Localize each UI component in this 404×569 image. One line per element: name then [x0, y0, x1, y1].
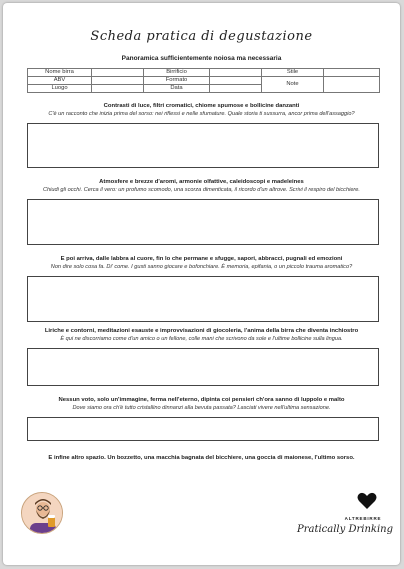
abv-field[interactable] [92, 77, 144, 85]
section-prompt: È qui ne discorriamo come d'un amico o un fellone, colle mani che scrivono da sole e l'ultime bollicine sulla lingua. [60, 335, 343, 342]
section-heading: E poi arriva, dalle labbra al cuore, fin lo che permane e sfugge, sapori, abbracci, pugnali ed emozioni [60, 256, 343, 262]
formato-label: Formato [144, 77, 210, 85]
section-heading: Contrasti di luce, filtri cromatici, chiome spumose e bollicine danzanti [103, 103, 300, 109]
data-label: Data [144, 85, 210, 93]
nome-birra-label: Nome birra [28, 69, 92, 77]
brand-logo-text: ALTREBIRRE [344, 516, 382, 521]
section-prompt: Non dire solo cosa fa. Di' come. I gusti sanno giocare e bofonchiare. È memoria, epifania, o un piccolo trauma aromatico? [50, 263, 353, 270]
nome-birra-field[interactable] [92, 69, 144, 77]
closing-text: E infine altro spazio. Un bozzetto, una macchia bagnata del bicchiere, una goccia di maionese, l'ultimo sorso. [48, 455, 355, 461]
notes-box[interactable] [27, 123, 379, 168]
bearded-man-with-beer-icon [21, 492, 63, 534]
abv-label: ABV [28, 77, 92, 85]
section-aroma [3, 179, 400, 193]
luogo-field[interactable] [92, 85, 144, 93]
birrificio-label: Birrificio [144, 69, 210, 77]
section-impressioni [3, 328, 400, 342]
section-immagine-finale [3, 397, 400, 411]
page-subtitle: Panoramica sufficientemente noiosa ma necessaria [121, 55, 282, 62]
notes-box[interactable] [27, 199, 379, 245]
section-heading: Nessun voto, solo un'immagine, ferma nell'eterno, dipinta coi pensieri ch'ora sanno di luppolo e malto [58, 397, 345, 403]
section-prompt: Dove siamo ora ch'è tutto cristallino dinnanzi alla bevuta passata? Lasciati vivere nell'ultima sensazione. [72, 404, 331, 411]
section-heading: Atmosfere e brezze d'aromi, armonie olfattive, caleidoscopi e madeleines [99, 179, 304, 185]
section-prompt: Chiudi gli occhi. Cerca il vero: un profumo scomodo, una scorza dimenticata, il ricordo d'un altrove. Scrivi il respiro del bicchiere. [43, 186, 360, 193]
notes-box[interactable] [27, 417, 379, 441]
brand-script-logo: Pratically Drinking [296, 524, 393, 535]
note-label: Note [262, 77, 324, 93]
stile-field[interactable] [324, 69, 380, 77]
birrificio-field[interactable] [210, 69, 262, 77]
luogo-label: Luogo [28, 85, 92, 93]
notes-box[interactable] [27, 348, 379, 386]
tasting-sheet [3, 3, 400, 565]
formato-field[interactable] [210, 77, 262, 85]
section-gusto [3, 256, 400, 270]
beer-info-table [27, 68, 380, 93]
page-title: Scheda pratica di degustazione [90, 29, 313, 44]
heart-icon [357, 492, 377, 510]
section-aspetto [3, 103, 400, 117]
section-heading: Liriche e contorni, meditazioni esauste e improvvisazioni di giocoleria, l'anima della birra che diventa inchiostro [44, 328, 359, 334]
stile-label: Stile [262, 69, 324, 77]
note-field[interactable] [324, 77, 380, 93]
notes-box[interactable] [27, 276, 379, 322]
data-field[interactable] [210, 85, 262, 93]
section-prompt: C'è un racconto che inizia prima del sorso: nei riflessi e nelle sfumature. Quale storia ti sussurra, ancor prima dell'assaggio? [48, 110, 355, 117]
